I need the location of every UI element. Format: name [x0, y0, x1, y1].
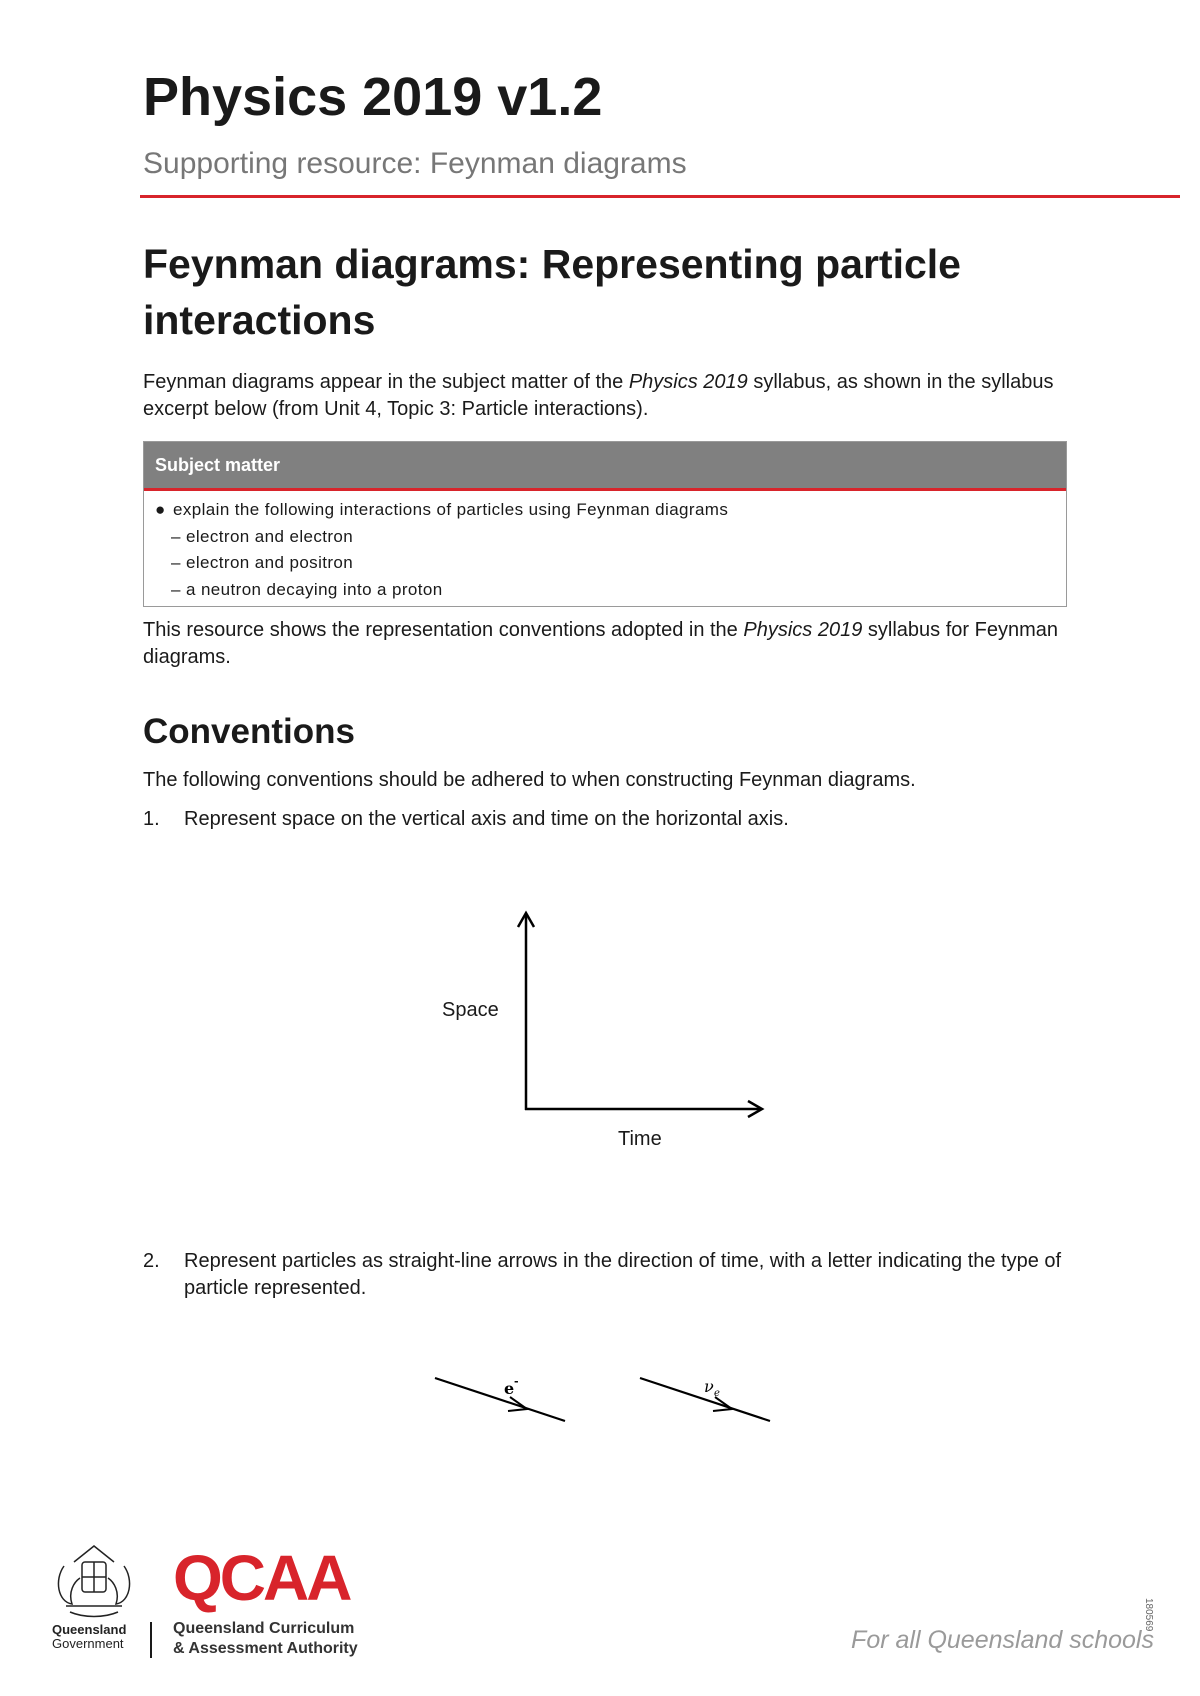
gov-line-2: Government: [52, 1636, 124, 1651]
convention-text: Represent space on the vertical axis and time on the horizontal axis.: [184, 808, 789, 830]
footer-tagline: For all Queensland schools: [851, 1626, 1154, 1654]
electron-charge: -: [514, 1375, 519, 1388]
intro-syllabus-name: Physics 2019: [628, 371, 748, 393]
convention-item-1: [143, 806, 1063, 833]
main-heading: Feynman diagrams: Representing particle interactions: [143, 241, 961, 343]
bullet-icon: ●: [155, 500, 166, 519]
subject-matter-header: Subject matter: [144, 442, 1066, 491]
qcaa-name-line-1: Queensland Curriculum: [173, 1620, 355, 1637]
resource-paragraph: [143, 617, 1083, 671]
intro-paragraph: [143, 369, 1083, 423]
intro-text-after: syllabus, as shown in the syllabus excerpt below (from Unit 4, Topic 3: Particle interactions).: [143, 371, 1054, 420]
document-code: 180569: [1143, 1598, 1154, 1632]
header-divider: [140, 195, 1180, 198]
particle-arrows-figure: [420, 1365, 800, 1445]
qcaa-logo: QCAA: [173, 1542, 350, 1614]
time-axis-label: Time: [618, 1128, 662, 1150]
electron-arrow: [435, 1375, 565, 1421]
subject-matter-subitem: – electron and electron: [171, 526, 354, 546]
gov-line-1: Queensland: [52, 1622, 127, 1637]
resource-syllabus-name: Physics 2019: [743, 619, 863, 641]
intro-text-before: Feynman diagrams appear in the subject matter of the: [143, 371, 629, 393]
convention-item-2: [143, 1248, 1063, 1302]
subject-matter-subitem: – electron and positron: [171, 553, 354, 572]
subject-matter-item: explain the following interactions of particles using Feynman diagrams: [173, 500, 729, 519]
space-time-axes-figure: [420, 900, 780, 1160]
neutrino-subscript: e: [714, 1388, 720, 1399]
page-title: Physics 2019 v1.2: [143, 67, 603, 127]
qcaa-name-line-2: & Assessment Authority: [173, 1640, 358, 1657]
resource-text-before: This resource shows the representation conventions adopted in the: [143, 619, 744, 641]
queensland-government-crest-icon: [44, 1532, 144, 1652]
page-subtitle: Supporting resource: Feynman diagrams: [143, 147, 687, 180]
conventions-heading: Conventions: [143, 712, 355, 751]
neutrino-arrow: [640, 1377, 770, 1421]
subject-matter-body: [144, 491, 1066, 603]
conventions-intro: The following conventions should be adhered to when constructing Feynman diagrams.: [143, 769, 916, 791]
subject-matter-bullet: [155, 497, 1066, 524]
footer-divider: [150, 1622, 152, 1658]
convention-number: 2.: [143, 1250, 160, 1272]
space-axis-label: Space: [442, 999, 499, 1021]
subject-matter-table: [143, 441, 1067, 607]
subject-matter-subitem: – a neutron decaying into a proton: [171, 579, 443, 599]
neutrino-label: ν: [704, 1377, 714, 1396]
convention-number: 1.: [143, 808, 160, 830]
convention-text: Represent particles as straight-line arrows in the direction of time, with a letter indicating the type of particle represented.: [184, 1250, 1062, 1299]
electron-label: e: [504, 1379, 515, 1398]
resource-text-after: syllabus for Feynman diagrams.: [143, 619, 1058, 668]
